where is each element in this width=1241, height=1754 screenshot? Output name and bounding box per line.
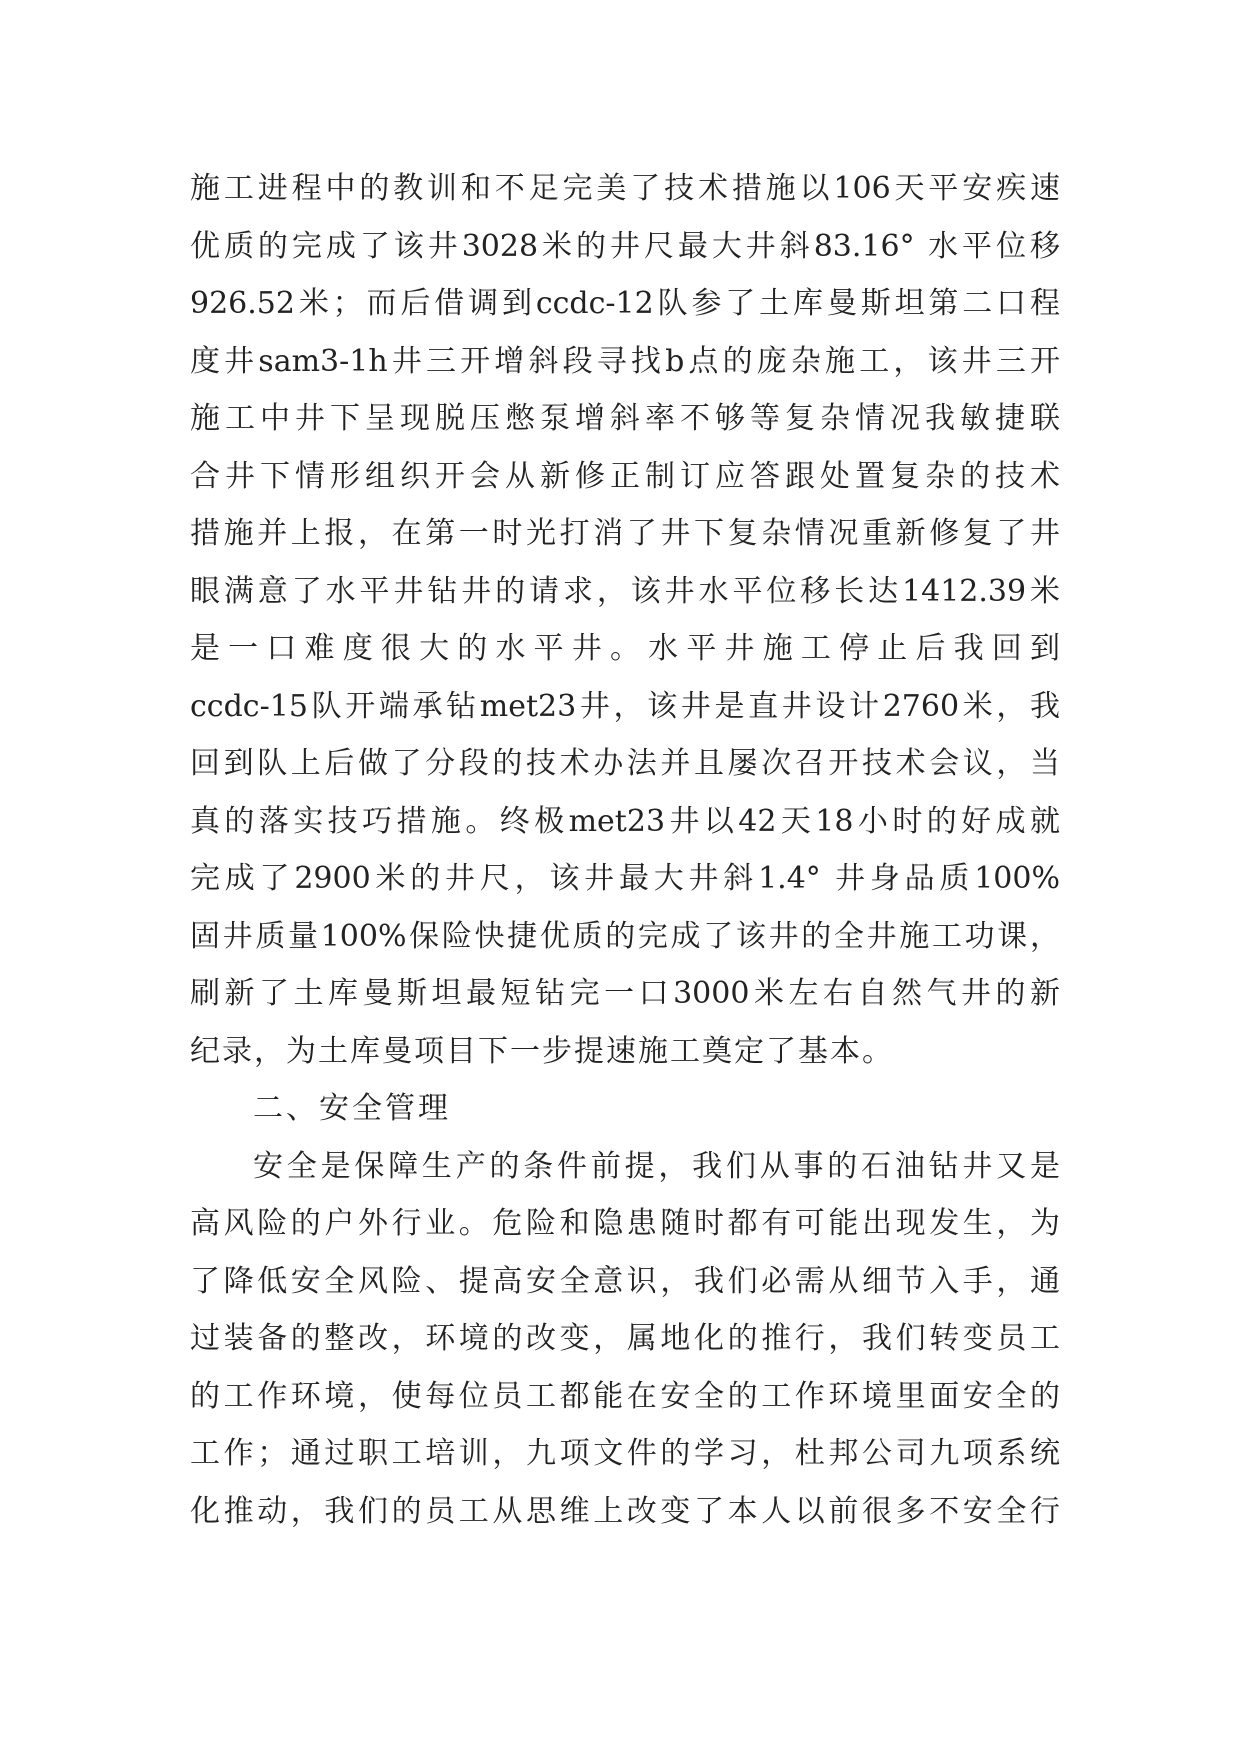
text-line: 化推动，我们的员工从思维上改变了本人以前很多不安全行 bbox=[190, 1493, 1060, 1529]
body-text bbox=[190, 160, 1060, 1540]
text-line: 高风险的户外行业。危险和隐患随时都有可能出现发生，为 bbox=[190, 1206, 1060, 1241]
text-line: 过装备的整改，环境的改变，属地化的推行，我们转变员工 bbox=[190, 1321, 1060, 1356]
text-line: 安全是保障生产的条件前提，我们从事的石油钻井又是 bbox=[253, 1148, 1060, 1184]
text-line: 措施并上报，在第一时光打消了井下复杂情况重新修复了井 bbox=[190, 516, 1060, 551]
text-line: 是一口难度很大的水平井。水平井施工停止后我回到 bbox=[190, 631, 1060, 666]
text-line: 刷新了土库曼斯坦最短钻完一口3000米左右自然气井的新 bbox=[190, 976, 1060, 1011]
text-line: 了降低安全风险、提高安全意识，我们必需从细节入手，通 bbox=[190, 1263, 1060, 1299]
text-line: 回到队上后做了分段的技术办法并且屡次召开技术会议，当 bbox=[190, 746, 1060, 781]
text-line: 926.52米；而后借调到ccdc-12队参了土库曼斯坦第二口程 bbox=[190, 286, 1060, 321]
text-line: 纪录，为土库曼项目下一步提速施工奠定了基本。 bbox=[190, 1033, 894, 1069]
text-line: 施工进程中的教训和不足完美了技术措施以106天平安疾速 bbox=[190, 171, 1060, 206]
text-line: 度井sam3-1h井三开增斜段寻找b点的庞杂施工，该井三开 bbox=[190, 343, 1060, 379]
section-heading: 二、安全管理 bbox=[253, 1091, 451, 1126]
text-line: 施工中井下呈现脱压憋泵增斜率不够等复杂情况我敏捷联 bbox=[190, 401, 1060, 436]
text-line: 优质的完成了该井3028米的井尺最大井斜83.16° 水平位移 bbox=[190, 228, 1060, 264]
text-line: 工作；通过职工培训，九项文件的学习，杜邦公司九项系统 bbox=[190, 1436, 1060, 1471]
text-line: 的工作环境，使每位员工都能在安全的工作环境里面安全的 bbox=[190, 1378, 1060, 1414]
text-line: 固井质量100%保险快捷优质的完成了该井的全井施工功课， bbox=[190, 918, 1060, 954]
text-line: 眼满意了水平井钻井的请求，该井水平位移长达1412.39米 bbox=[190, 573, 1060, 609]
text-line: 真的落实技巧措施。终极met23井以42天18小时的好成就 bbox=[190, 803, 1060, 839]
text-line: 完成了2900米的井尺，该井最大井斜1.4° 井身品质100% bbox=[190, 861, 1060, 896]
text-line: 合井下情形组织开会从新修正制订应答跟处置复杂的技术 bbox=[190, 458, 1060, 494]
text-line: ccdc-15队开端承钻met23井，该井是直井设计2760米，我 bbox=[190, 688, 1060, 724]
